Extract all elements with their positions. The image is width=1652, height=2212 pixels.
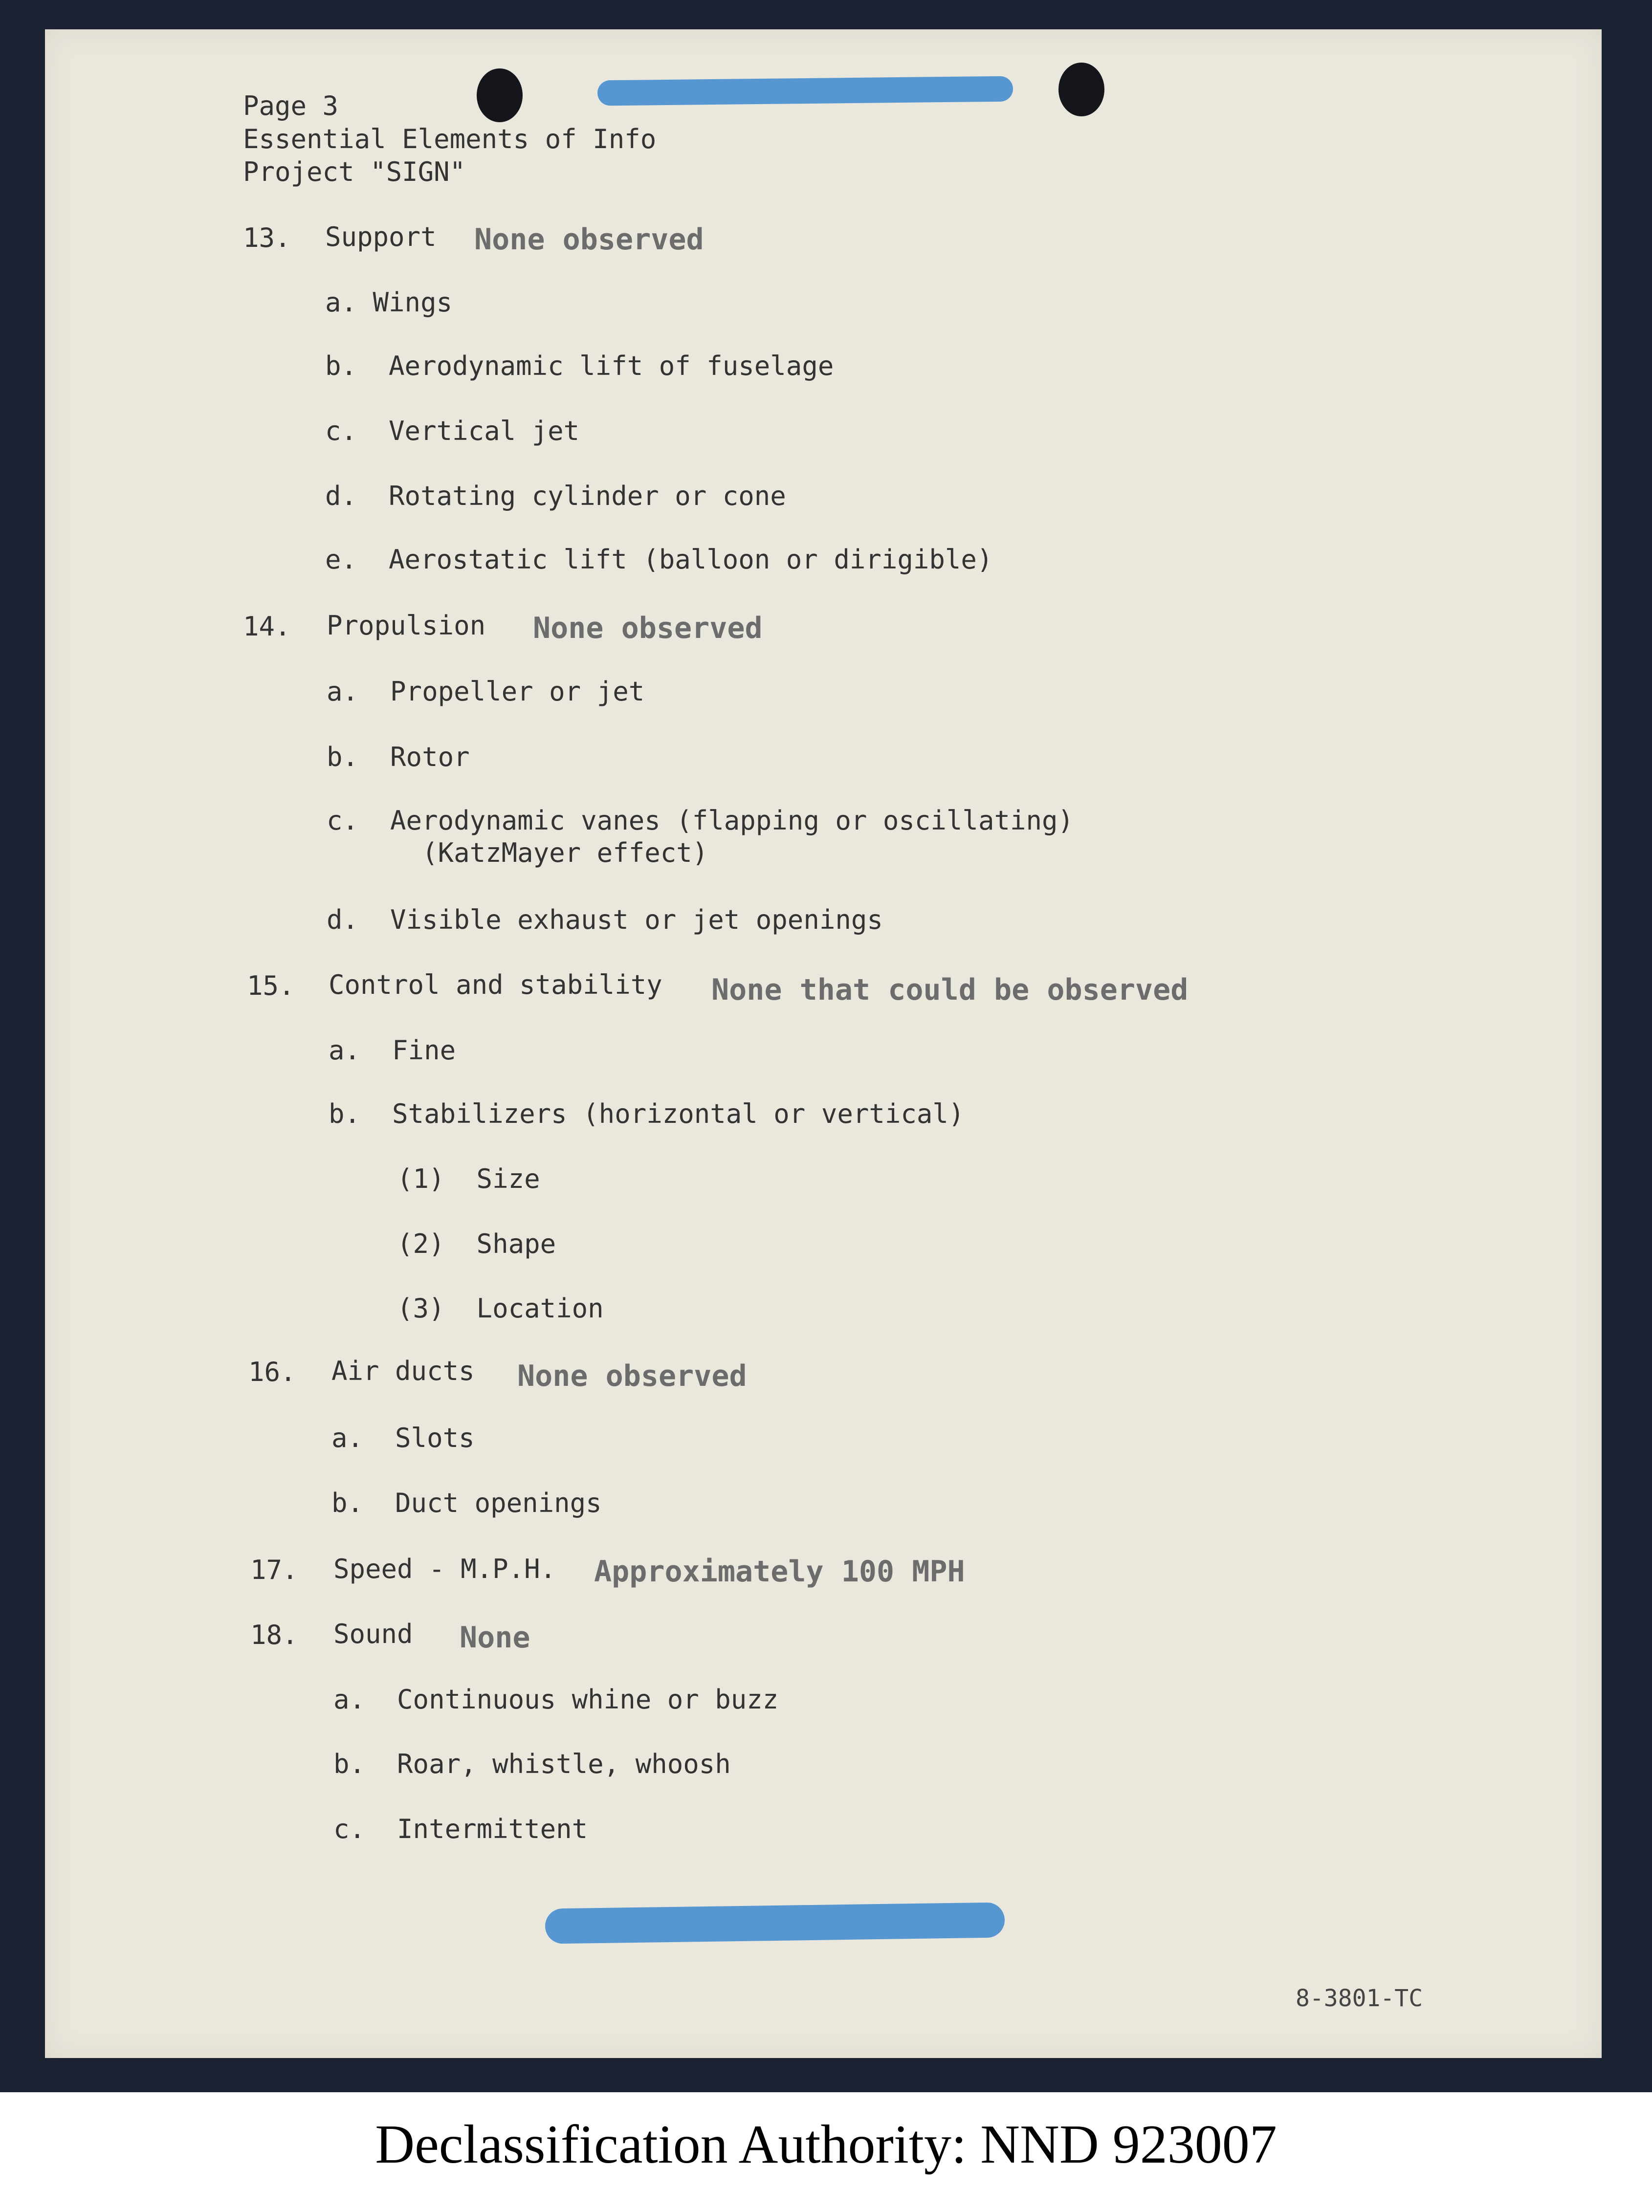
list-item: d. Rotating cylinder or cone [325, 481, 786, 511]
declassification-footer: Declassification Authority: NND 923007 [0, 2092, 1652, 2212]
list-item: a. Continuous whine or buzz [333, 1684, 779, 1715]
section-number: 18. [250, 1620, 298, 1650]
section-answer: None that could be observed [711, 973, 1189, 1007]
section-label: Sound [333, 1619, 413, 1649]
list-item: c. Vertical jet [325, 416, 580, 446]
list-item: (1) Size [397, 1163, 540, 1194]
section-answer: None observed [533, 611, 763, 645]
list-item: b. Rotor [327, 742, 470, 772]
section-answer: None observed [474, 222, 704, 257]
list-item: (3) Location [397, 1293, 604, 1324]
list-item: b. Aerodynamic lift of fuselage [325, 350, 834, 381]
section-answer: Approximately 100 MPH [594, 1555, 965, 1589]
list-item: a. Wings [325, 287, 453, 318]
list-item: c. Intermittent [333, 1814, 588, 1844]
punch-hole [1058, 63, 1104, 116]
section-label: Support [325, 221, 437, 252]
section-label: Speed - M.P.H. [333, 1554, 556, 1584]
blue-marker-stripe [545, 1902, 1005, 1944]
list-item: d. Visible exhaust or jet openings [327, 904, 883, 935]
section-label: Control and stability [329, 969, 662, 1000]
section-number: 17. [250, 1555, 298, 1585]
list-item: b. Roar, whistle, whoosh [333, 1749, 731, 1779]
list-item: b. Stabilizers (horizontal or vertical) [329, 1098, 965, 1129]
list-item: a. Fine [329, 1035, 456, 1066]
document-number: 8-3801-TC [1296, 1985, 1423, 2012]
section-number: 16. [248, 1357, 296, 1387]
blue-marker-stripe [597, 76, 1013, 106]
list-item: b. Duct openings [331, 1488, 602, 1518]
punch-hole [477, 68, 523, 122]
list-item: (2) Shape [397, 1228, 556, 1259]
section-number: 13. [243, 222, 291, 253]
header-project: Project "SIGN" [243, 156, 466, 187]
document-page [45, 29, 1602, 2058]
header-title: Essential Elements of Info [243, 124, 657, 154]
section-answer: None [460, 1621, 530, 1655]
section-answer: None observed [517, 1359, 747, 1393]
list-item: a. Slots [331, 1423, 475, 1453]
section-number: 14. [243, 611, 291, 642]
list-item: c. Aerodynamic vanes (flapping or oscillating) [327, 805, 1074, 836]
section-number: 15. [247, 970, 295, 1001]
list-item: e. Aerostatic lift (balloon or dirigible) [325, 544, 993, 575]
section-label: Propulsion [327, 610, 486, 641]
list-item: (KatzMayer effect) [327, 837, 708, 868]
section-label: Air ducts [331, 1356, 475, 1386]
page-number: Page 3 [243, 90, 339, 121]
list-item: a. Propeller or jet [327, 676, 645, 707]
